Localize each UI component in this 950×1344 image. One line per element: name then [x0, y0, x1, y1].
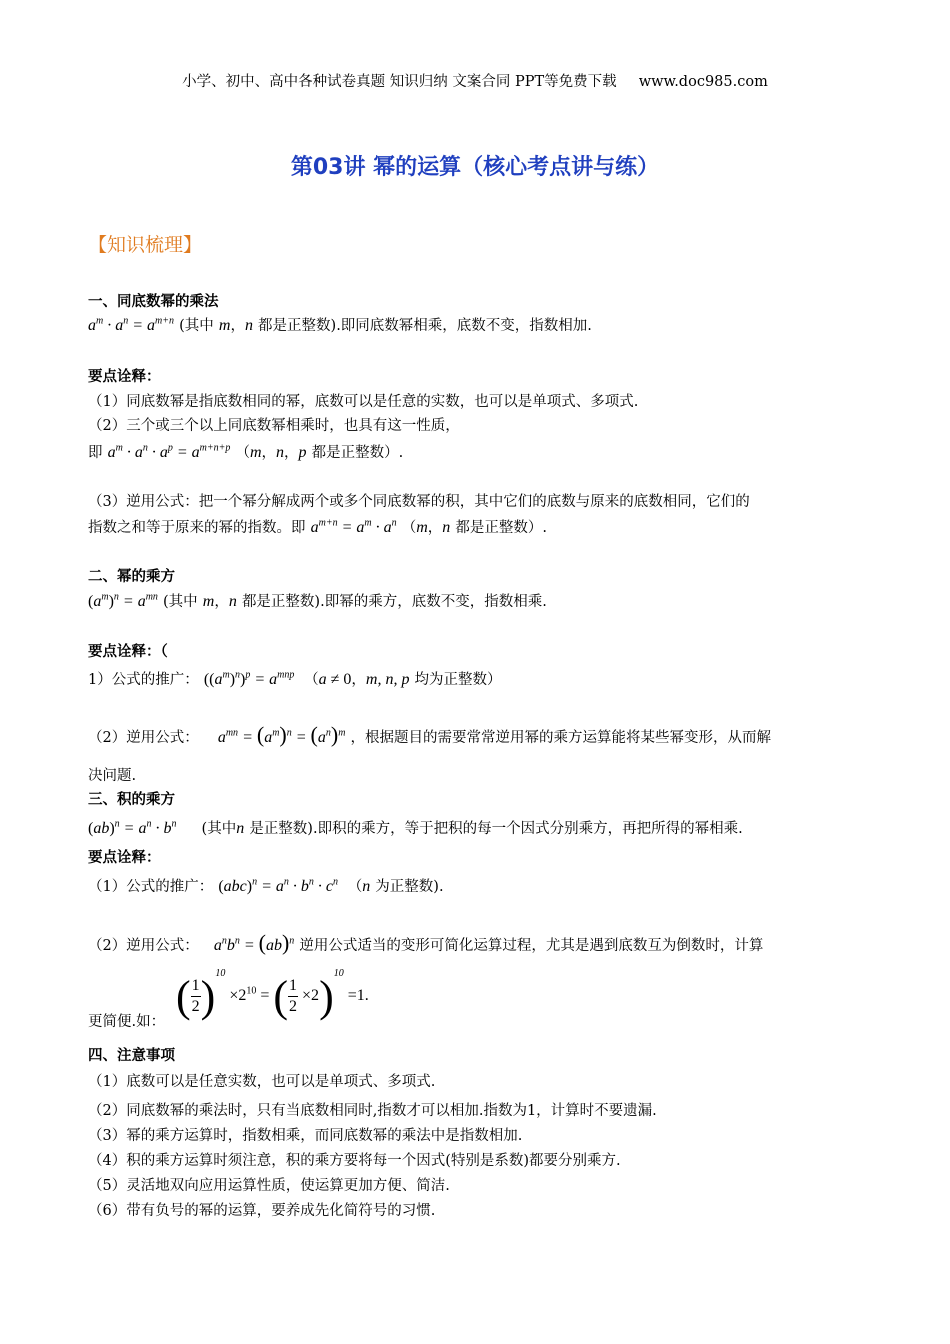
header-url[interactable]: www.doc985.com [638, 74, 768, 90]
s1-p3: （3）逆用公式：把一个幂分解成两个或多个同底数幂的积，其中它们的底数与原来的底数相同，它们的 [88, 494, 750, 510]
page-header [0, 70, 950, 91]
s3-line1: $(ab)^n = a^n \cdot b^n$ (其中n 是正整数).即积的乘方，等于把积的每一个因式分别乘方，再把所得的幂相乘. [88, 818, 743, 837]
s2-line1: $(a^m)^n = a^{mn}$ (其中 m，n 都是正整数).即幂的乘方，底数不变，指数相乘. [88, 591, 547, 610]
formula-product-rule: $a^m \cdot a^n = a^{m+n}$ [88, 315, 175, 334]
s1-p2-formula-line: 即 $a^m \cdot a^n \cdot a^p = a^{m+n+p}$ （m，n，p 都是正整数）. [88, 442, 404, 461]
s1-p3-formula-line: 指数之和等于原来的幂的指数。即 $a^{m+n} = a^m \cdot a^n$ （m，n 都是正整数）. [88, 517, 547, 536]
section-1-heading: 一、同底数幂的乘法 [88, 294, 219, 310]
formula-power-rule-extended: $((a^m)^n)^p = a^{mnp}$ [203, 669, 295, 688]
s3-p2-line: （2）逆用公式： $a^nb^n = (ab)^n$ 逆用公式适当的变形可简化运算过程，尤其是遇到底数互为倒数时，计算 [88, 930, 764, 955]
s1-key-note: 要点诠释： [88, 369, 161, 385]
formula-product-rule-reverse: $a^{m+n} = a^m \cdot a^n$ [310, 517, 397, 536]
formula-power-rule-reverse: $a^{mn} = (a^m)^n = (a^n)^m$ [217, 722, 346, 747]
formula-product-rule-3: $a^m \cdot a^n \cdot a^p = a^{m+n+p}$ [107, 442, 231, 461]
section-4-heading: 四、注意事项 [88, 1048, 175, 1064]
note-item: （3）幂的乘方运算时，指数相乘，而同底数幂的乘法中是指数相加. [88, 1128, 523, 1144]
page-title: 第03讲 幂的运算（核心考点讲与练） [290, 155, 660, 180]
note-item: （1）底数可以是任意实数，也可以是单项式、多项式. [88, 1074, 436, 1090]
s2-p1-line: 1）公式的推广： $((a^m)^n)^p = a^{mnp}$ （a ≠ 0，m, n, p 均为正整数） [88, 669, 502, 688]
knowledge-tag: 【知识梳理】 [88, 234, 203, 256]
note-item: （6）带有负号的幂的运算，要养成先化简符号的习惯. [88, 1203, 436, 1219]
s1-p2: （2）三个或三个以上同底数幂相乘时，也具有这一性质， [88, 418, 460, 434]
formula-product-power-extended: $(abc)^n = a^n \cdot b^n \cdot c^n$ [218, 876, 338, 895]
s2-p2c: 决问题. [88, 768, 137, 784]
note-item: （5）灵活地双向应用运算性质，使运算更加方便、简洁. [88, 1178, 450, 1194]
section-3-heading: 三、积的乘方 [88, 792, 175, 808]
formula-power-rule: $(a^m)^n = a^{mn}$ [88, 591, 158, 610]
s1-p1: （1）同底数幂是指底数相同的幂，底数可以是任意的实数，也可以是单项式、多项式. [88, 394, 639, 410]
example-formula: ( $\frac{1}{2}$ )$^{10} \times 2^{10}$ = ( $\frac{1}{2}$ ×2)$^{10}$ =1. [176, 968, 369, 1021]
note-item: （2）同底数幂的乘法时，只有当底数相同时,指数才可以相加.指数为1，计算时不要遗漏. [88, 1103, 657, 1119]
s3-p2c: 更简便.如： [88, 1014, 166, 1030]
s3-key-note: 要点诠释： [88, 850, 161, 866]
header-text: 小学、初中、高中各种试卷真题 知识归纳 文案合同 PPT等免费下载 [182, 74, 617, 90]
s2-key-note: 要点诠释：（ [88, 644, 168, 660]
formula-product-power-reverse: $a^nb^n = (ab)^n$ [213, 930, 295, 955]
note-item: （4）积的乘方运算时须注意，积的乘方要将每一个因式(特别是系数)都要分别乘方. [88, 1153, 621, 1169]
section-2-heading: 二、幂的乘方 [88, 569, 175, 585]
formula-product-power-rule: $(ab)^n = a^n \cdot b^n$ [88, 818, 177, 837]
s3-p1-line: （1）公式的推广： $(abc)^n = a^n \cdot b^n \cdot c^n$ （n 为正整数). [88, 876, 444, 895]
s1-line1: $a^m \cdot a^n = a^{m+n}$ (其中 m，n 都是正整数).即同底数幂相乘，底数不变，指数相加. [88, 315, 592, 334]
s2-p2-line: （2）逆用公式： $a^{mn} = (a^m)^n = (a^n)^m$ ，根据题目的需要常常逆用幂的乘方运算能将某些幂变形，从而解 [88, 722, 772, 747]
